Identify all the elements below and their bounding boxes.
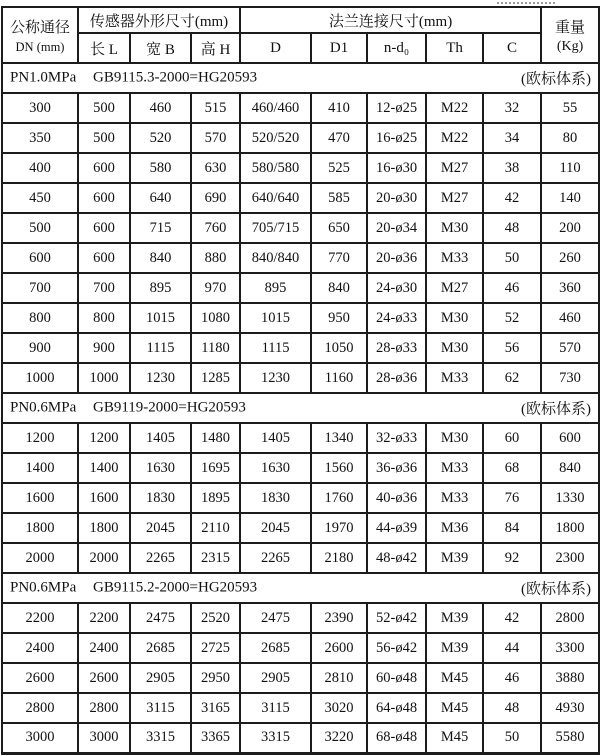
table-cell: 880 (191, 243, 240, 273)
table-cell: 3220 (311, 723, 367, 753)
table-cell: 110 (541, 153, 599, 183)
table-cell: 1115 (130, 333, 191, 363)
table-cell: 76 (483, 483, 541, 513)
table-cell: M22 (426, 93, 483, 123)
table-cell: 3300 (541, 633, 599, 663)
table-cell: 2600 (78, 663, 130, 693)
table-cell: 2475 (130, 603, 191, 633)
table-row (2, 93, 599, 123)
table-row (2, 153, 599, 183)
table-cell: 62 (483, 363, 541, 393)
table-cell: 2475 (240, 603, 311, 633)
table-cell: 1230 (240, 363, 311, 393)
table-cell: 2200 (78, 603, 130, 633)
table-cell: 46 (483, 273, 541, 303)
table-cell: 300 (2, 93, 78, 123)
table-cell: 12-ø25 (367, 93, 426, 123)
table-cell: 840/840 (240, 243, 311, 273)
table-cell: M33 (426, 243, 483, 273)
table-cell: 500 (78, 123, 130, 153)
section-standard-label: GB9115.2-2000=HG20593 (93, 579, 258, 596)
table-cell: 600 (78, 153, 130, 183)
table-cell: M39 (426, 603, 483, 633)
header-nominal-diameter (2, 7, 78, 63)
table-cell: 1405 (130, 423, 191, 453)
table-cell: 28-ø36 (367, 363, 426, 393)
table-row (2, 273, 599, 303)
table-cell: M30 (426, 333, 483, 363)
table-cell: 2000 (78, 543, 130, 573)
table-cell: 1800 (2, 513, 78, 543)
table-cell: 1800 (78, 513, 130, 543)
table-row (2, 123, 599, 153)
table-cell: 410 (311, 93, 367, 123)
section-standard-label: GB9115.3-2000=HG20593 (93, 69, 258, 86)
table-cell: 770 (311, 243, 367, 273)
table-cell: 2110 (191, 513, 240, 543)
table-row (2, 543, 599, 573)
table-cell: M45 (426, 663, 483, 693)
table-cell: M30 (426, 213, 483, 243)
table-cell: 1830 (240, 483, 311, 513)
table-cell: 40-ø36 (367, 483, 426, 513)
table-cell: 800 (2, 303, 78, 333)
table-cell: 3000 (2, 723, 78, 753)
table-cell: 690 (191, 183, 240, 213)
table-cell: 3315 (130, 723, 191, 753)
table-cell: 520/520 (240, 123, 311, 153)
table-cell: 44 (483, 633, 541, 663)
table-row (2, 303, 599, 333)
table-cell: 2400 (78, 633, 130, 663)
table-cell: 32-ø33 (367, 423, 426, 453)
table-cell: 600 (78, 183, 130, 213)
table-cell: 68 (483, 453, 541, 483)
table-cell: 48 (483, 693, 541, 723)
table-cell: 500 (2, 213, 78, 243)
table-cell: 900 (2, 333, 78, 363)
table-cell: 44-ø39 (367, 513, 426, 543)
table-cell: 970 (191, 273, 240, 303)
table-cell: 1400 (78, 453, 130, 483)
table-cell: M45 (426, 693, 483, 723)
table-cell: 2685 (130, 633, 191, 663)
table-cell: 2600 (2, 663, 78, 693)
table-cell: 2390 (311, 603, 367, 633)
table-cell: M33 (426, 453, 483, 483)
table-cell: 3315 (240, 723, 311, 753)
table-cell: 895 (240, 273, 311, 303)
header-D: D (240, 33, 311, 63)
table-cell: 92 (483, 543, 541, 573)
table-cell: 840 (130, 243, 191, 273)
table-cell: 3165 (191, 693, 240, 723)
table-cell: M36 (426, 513, 483, 543)
table-body (2, 63, 599, 753)
table-cell: 1405 (240, 423, 311, 453)
header-nominal-diameter-zh: 公称通径 (9, 20, 70, 36)
cropped-artifact-line (497, 2, 555, 4)
table-cell: 2800 (541, 603, 599, 633)
table-cell: 5580 (541, 723, 599, 753)
table-cell: 1330 (541, 483, 599, 513)
table-cell: 16-ø30 (367, 153, 426, 183)
table-cell: 1600 (78, 483, 130, 513)
table-cell: 24-ø33 (367, 303, 426, 333)
table-row (2, 423, 599, 453)
table-cell: 34 (483, 123, 541, 153)
header-height-H: 高 H (191, 33, 240, 63)
table-cell: 52-ø42 (367, 603, 426, 633)
table-cell: 895 (130, 273, 191, 303)
header-D1: D1 (311, 33, 367, 63)
table-cell: 2045 (240, 513, 311, 543)
table-cell: 2800 (2, 693, 78, 723)
table-cell: 4930 (541, 693, 599, 723)
table-cell: 60-ø48 (367, 663, 426, 693)
table-row (2, 663, 599, 693)
table-cell: M27 (426, 273, 483, 303)
header-nominal-diameter-unit: DN (mm) (15, 40, 65, 54)
table-cell: 2265 (130, 543, 191, 573)
section-cell (2, 393, 599, 423)
table-cell: 515 (191, 93, 240, 123)
table-cell: 600 (2, 243, 78, 273)
table-cell: 140 (541, 183, 599, 213)
table-cell: 2905 (130, 663, 191, 693)
table-cell: 2315 (191, 543, 240, 573)
table-cell: 700 (2, 273, 78, 303)
table-cell: 900 (78, 333, 130, 363)
table-cell: 1695 (191, 453, 240, 483)
table-cell: 3020 (311, 693, 367, 723)
table-row (2, 453, 599, 483)
table-cell: 525 (311, 153, 367, 183)
table-cell: M27 (426, 153, 483, 183)
table-cell: 460 (541, 303, 599, 333)
table-cell: 68-ø48 (367, 723, 426, 753)
table-cell: 470 (311, 123, 367, 153)
table-cell: 715 (130, 213, 191, 243)
dimension-table (1, 6, 600, 755)
table-cell: 600 (78, 213, 130, 243)
table-cell: 56-ø42 (367, 633, 426, 663)
table-cell: 1400 (2, 453, 78, 483)
table-cell: 1050 (311, 333, 367, 363)
table-cell: 580/580 (240, 153, 311, 183)
section-pressure-label: PN0.6MPa (10, 399, 77, 416)
table-cell: 56 (483, 333, 541, 363)
table-cell: 84 (483, 513, 541, 543)
table-row (2, 363, 599, 393)
table-row (2, 213, 599, 243)
table-cell: 2800 (78, 693, 130, 723)
table-cell: 1600 (2, 483, 78, 513)
table-cell: 42 (483, 183, 541, 213)
table-cell: 2400 (2, 633, 78, 663)
header-group-sensor-dimensions: 传感器外形尺寸(mm) (78, 7, 240, 33)
section-note-label: (欧标体系) (521, 401, 592, 418)
header-group-flange-dimensions: 法兰连接尺寸(mm) (240, 7, 541, 33)
table-row (2, 513, 599, 543)
table-cell: 2600 (311, 633, 367, 663)
table-cell: 600 (78, 243, 130, 273)
table-header (2, 7, 599, 63)
table-row (2, 333, 599, 363)
table-cell: 2200 (2, 603, 78, 633)
table-cell: 1970 (311, 513, 367, 543)
table-cell: 2000 (2, 543, 78, 573)
table-cell: 1560 (311, 453, 367, 483)
table-cell: 3880 (541, 663, 599, 693)
table-cell: 20-ø36 (367, 243, 426, 273)
table-cell: M33 (426, 483, 483, 513)
table-cell: 50 (483, 723, 541, 753)
header-length-L: 长 L (78, 33, 130, 63)
table-cell: 24-ø30 (367, 273, 426, 303)
table-cell: 1000 (78, 363, 130, 393)
table-cell: 20-ø34 (367, 213, 426, 243)
section-row (2, 393, 599, 423)
table-cell: 500 (78, 93, 130, 123)
table-cell: 50 (483, 243, 541, 273)
table-cell: 1760 (311, 483, 367, 513)
table-cell: 3115 (130, 693, 191, 723)
table-cell: 630 (191, 153, 240, 183)
table-cell: 55 (541, 93, 599, 123)
header-n-d0: n-d₀ (367, 33, 426, 63)
section-cell (2, 573, 599, 603)
table-cell: 1895 (191, 483, 240, 513)
table-cell: 28-ø33 (367, 333, 426, 363)
table-cell: M27 (426, 183, 483, 213)
table-cell: 570 (541, 333, 599, 363)
table-row (2, 183, 599, 213)
table-cell: 640 (130, 183, 191, 213)
table-cell: 640/640 (240, 183, 311, 213)
table-cell: 1800 (541, 513, 599, 543)
table-cell: 520 (130, 123, 191, 153)
table-cell: 52 (483, 303, 541, 333)
table-cell: 650 (311, 213, 367, 243)
table-cell: 400 (2, 153, 78, 183)
section-cell (2, 63, 599, 93)
table-cell: 36-ø36 (367, 453, 426, 483)
table-cell: 3000 (78, 723, 130, 753)
table-cell: 760 (191, 213, 240, 243)
table-cell: 1830 (130, 483, 191, 513)
table-cell: 20-ø30 (367, 183, 426, 213)
table-cell: 46 (483, 663, 541, 693)
table-cell: 1630 (130, 453, 191, 483)
table-row (2, 693, 599, 723)
table-cell: 3115 (240, 693, 311, 723)
table-cell: 60 (483, 423, 541, 453)
table-cell: 1160 (311, 363, 367, 393)
table-cell: M30 (426, 303, 483, 333)
table-cell: 1080 (191, 303, 240, 333)
table-cell: 2725 (191, 633, 240, 663)
table-cell: 350 (2, 123, 78, 153)
table-cell: 2685 (240, 633, 311, 663)
table-cell: M33 (426, 363, 483, 393)
table-cell: 1630 (240, 453, 311, 483)
section-note-label: (欧标体系) (521, 581, 592, 598)
section-row (2, 573, 599, 603)
header-C: C (483, 33, 541, 63)
table-cell: 2810 (311, 663, 367, 693)
table-cell: 450 (2, 183, 78, 213)
header-width-B: 宽 B (130, 33, 191, 63)
table-row (2, 483, 599, 513)
table-cell: 1200 (2, 423, 78, 453)
section-standard-label: GB9119-2000=HG20593 (93, 399, 246, 416)
table-cell: 1285 (191, 363, 240, 393)
header-weight (541, 7, 599, 63)
table-cell: M39 (426, 633, 483, 663)
table-cell: 2950 (191, 663, 240, 693)
table-cell: 38 (483, 153, 541, 183)
table-cell: 600 (541, 423, 599, 453)
table-cell: 730 (541, 363, 599, 393)
table-cell: 840 (541, 453, 599, 483)
table-row (2, 603, 599, 633)
table-cell: 16-ø25 (367, 123, 426, 153)
table-cell: 1015 (240, 303, 311, 333)
table-cell: 64-ø48 (367, 693, 426, 723)
table-cell: 48 (483, 213, 541, 243)
table-cell: 585 (311, 183, 367, 213)
table-cell: 32 (483, 93, 541, 123)
table-row (2, 633, 599, 663)
table-cell: 80 (541, 123, 599, 153)
table-cell: 1230 (130, 363, 191, 393)
table-cell: 580 (130, 153, 191, 183)
table-cell: 2520 (191, 603, 240, 633)
section-note-label: (欧标体系) (521, 71, 592, 88)
table-cell: 840 (311, 273, 367, 303)
table-cell: 1340 (311, 423, 367, 453)
table-cell: 1180 (191, 333, 240, 363)
table-cell: M45 (426, 723, 483, 753)
table-row (2, 723, 599, 753)
table-cell: 2045 (130, 513, 191, 543)
table-cell: M39 (426, 543, 483, 573)
table-cell: 800 (78, 303, 130, 333)
table-cell: 705/715 (240, 213, 311, 243)
table-cell: 950 (311, 303, 367, 333)
table-cell: 260 (541, 243, 599, 273)
table-cell: 1200 (78, 423, 130, 453)
header-Th: Th (426, 33, 483, 63)
table-cell: M30 (426, 423, 483, 453)
table-cell: 1015 (130, 303, 191, 333)
table-cell: 48-ø42 (367, 543, 426, 573)
table-cell: 42 (483, 603, 541, 633)
table-cell: M22 (426, 123, 483, 153)
section-pressure-label: PN0.6MPa (10, 579, 77, 596)
table-cell: 2905 (240, 663, 311, 693)
table-cell: 2300 (541, 543, 599, 573)
table-cell: 700 (78, 273, 130, 303)
header-weight-unit: (Kg) (556, 39, 584, 54)
table-cell: 1115 (240, 333, 311, 363)
table-cell: 2180 (311, 543, 367, 573)
table-cell: 570 (191, 123, 240, 153)
table-row (2, 243, 599, 273)
table-cell: 200 (541, 213, 599, 243)
table-cell: 3365 (191, 723, 240, 753)
header-weight-zh: 重量 (555, 20, 586, 36)
table-cell: 360 (541, 273, 599, 303)
table-cell: 1480 (191, 423, 240, 453)
table-cell: 2265 (240, 543, 311, 573)
section-row (2, 63, 599, 93)
table-cell: 1000 (2, 363, 78, 393)
table-cell: 460 (130, 93, 191, 123)
table-cell: 460/460 (240, 93, 311, 123)
section-pressure-label: PN1.0MPa (10, 69, 77, 86)
